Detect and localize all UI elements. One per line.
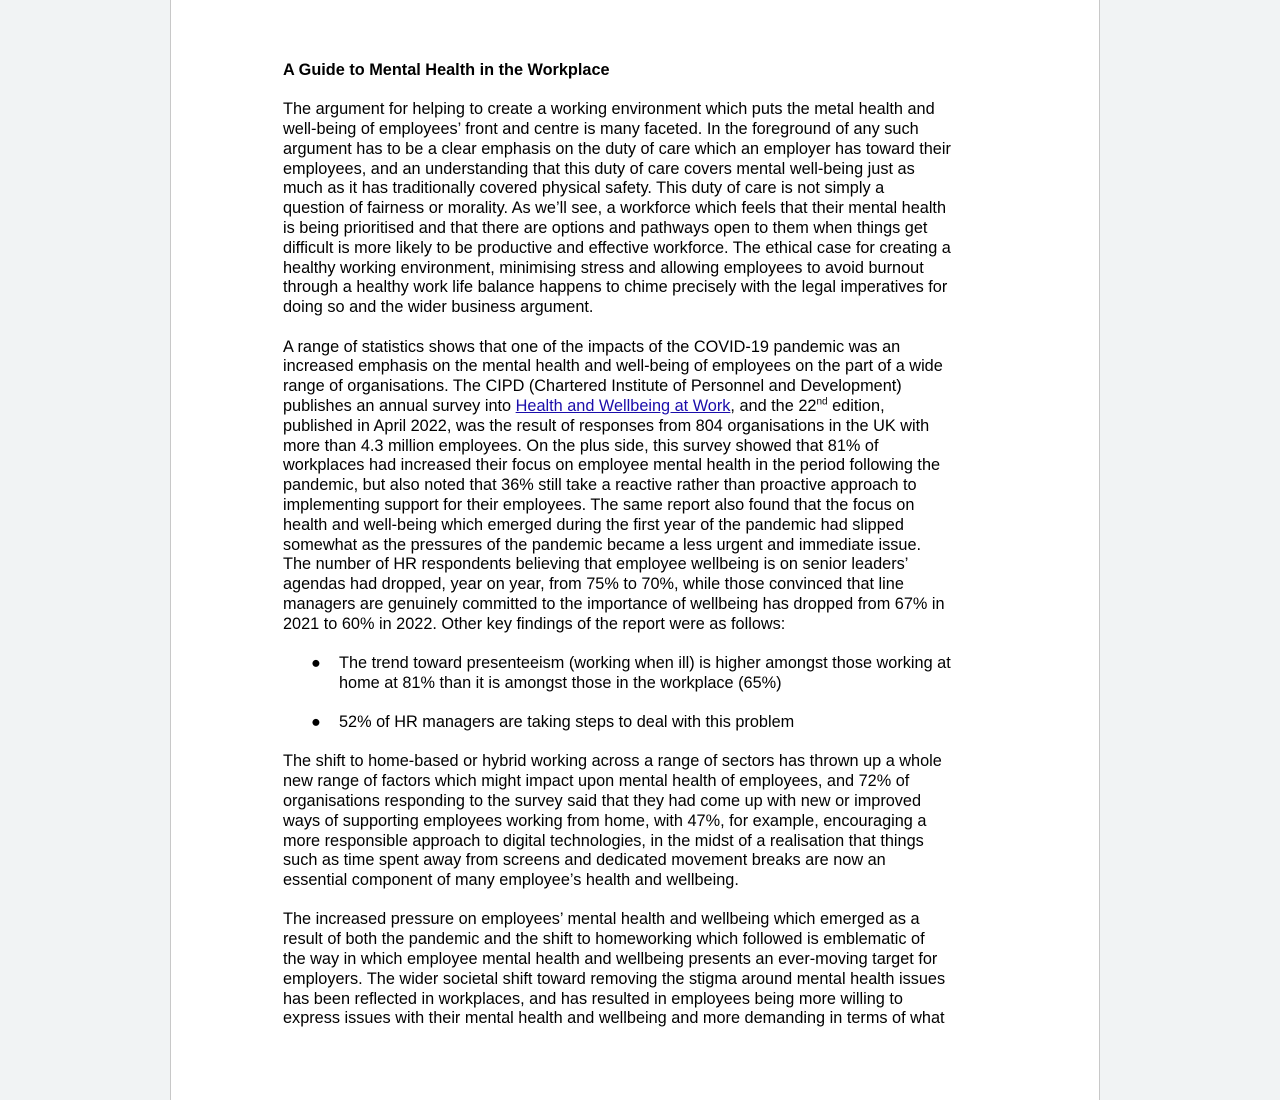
text-line: more responsible approach to digital technologies, in the midst of a realisation that things [283, 831, 924, 850]
text-fragment: publishes an annual survey into [283, 396, 516, 415]
text-line: The argument for helping to create a working environment which puts the metal health and [283, 100, 935, 119]
text-line: workplaces had increased their focus on employee mental health in the period following the [283, 456, 941, 475]
text-line: new range of factors which might impact upon mental health of employees, and 72% of [283, 772, 910, 791]
document-title: A Guide to Mental Health in the Workplace [283, 61, 610, 79]
document-page [170, 0, 1100, 1100]
text-fragment: , and the 22 [730, 396, 817, 415]
text-line: pandemic, but also noted that 36% still take a reactive rather than proactive approach to [283, 476, 917, 495]
text-line: The trend toward presenteeism (working when ill) is higher amongst those working at [339, 654, 951, 673]
ordinal-suffix: nd [816, 396, 828, 408]
text-line: is being prioritised and that there are options and pathways open to them when things get [283, 219, 928, 238]
text-line: health and well-being which emerged during the first year of the pandemic had slipped [283, 515, 904, 534]
text-line: home at 81% than it is amongst those in the workplace (65%) [339, 673, 782, 692]
text-line: through a healthy work life balance happens to chime precisely with the legal imperatives for [283, 278, 948, 297]
text-line: employers. The wider societal shift toward removing the stigma around mental health issues [283, 969, 946, 988]
list-item [283, 713, 995, 733]
list-item [283, 654, 995, 694]
text-line: organisations responding to the survey said that they had come up with new or improved [283, 792, 922, 810]
text-line: result of both the pandemic and the shift to homeworking which followed is emblematic of [283, 930, 925, 949]
text-line: 52% of HR managers are taking steps to deal with this problem [339, 713, 795, 732]
text-line: argument has to be a clear emphasis on the duty of care which an employer has toward their [283, 139, 951, 158]
text-line: managers are genuinely committed to the importance of wellbeing has dropped from 67% in [283, 594, 945, 613]
text-line: ways of supporting employees working from home, with 47%, for example, encouraging a [283, 811, 927, 830]
text-line: difficult is more likely to be productive and effective workforce. The ethical case for creating a [283, 238, 951, 257]
text-line: healthy working environment, minimising stress and allowing employees to avoid burnout [283, 258, 924, 277]
text-line: well-being of employees’ front and centre is many faceted. In the foreground of any such [283, 120, 919, 139]
text-line: range of organisations. The CIPD (Chartered Institute of Personnel and Development) [283, 377, 902, 396]
text-line: the way in which employee mental health and wellbeing presents an ever-moving target for [283, 950, 938, 969]
text-line: somewhat as the pressures of the pandemic became a less urgent and immediate issue. [283, 535, 922, 554]
text-line: The increased pressure on employees’ mental health and wellbeing which emerged as a [283, 910, 920, 929]
text-line: express issues with their mental health and wellbeing and more demanding in terms of what [283, 1009, 945, 1028]
paragraph-2 [283, 338, 995, 635]
paragraph-3 [283, 752, 995, 891]
text-line: published in April 2022, was the result of responses from 804 organisations in the UK with [283, 416, 930, 435]
bullet-list [283, 654, 995, 733]
text-line: 2021 to 60% in 2022. Other key findings of the report were as follows: [283, 614, 786, 633]
paragraph-1 [283, 100, 995, 318]
text-line: has been reflected in workplaces, and has resulted in employees being more willing to [283, 989, 903, 1008]
text-line-with-link [283, 397, 995, 417]
text-line: such as time spent away from screens and dedicated movement breaks are now an [283, 851, 886, 870]
text-line: employees, and an understanding that this duty of care covers mental well-being just as [283, 159, 915, 178]
text-line: A range of statistics shows that one of the impacts of the COVID-19 pandemic was an [283, 337, 901, 356]
text-line: The number of HR respondents believing that employee wellbeing is on senior leaders’ [283, 555, 909, 574]
text-line: implementing support for their employees. The same report also found that the focus on [283, 495, 915, 514]
text-line: increased emphasis on the mental health and well-being of employees on the part of a wide [283, 357, 943, 376]
bullet-icon: ● [311, 654, 321, 673]
text-line: more than 4.3 million employees. On the plus side, this survey showed that 81% of [283, 436, 879, 455]
document-body [283, 61, 995, 1049]
text-line: much as it has traditionally covered physical safety. This duty of care is not simply a [283, 179, 885, 198]
text-line: question of fairness or morality. As we’ll see, a workforce which feels that their mental health [283, 199, 947, 218]
text-line: doing so and the wider business argument. [283, 298, 594, 317]
paragraph-4 [283, 910, 995, 1029]
text-line: The shift to home-based or hybrid working across a range of sectors has thrown up a whole [283, 752, 942, 771]
text-line: essential component of many employee’s health and wellbeing. [283, 871, 739, 890]
bullet-icon: ● [311, 713, 321, 732]
text-fragment: edition, [827, 396, 885, 415]
text-line: agendas had dropped, year on year, from 75% to 70%, while those convinced that line [283, 575, 904, 594]
health-and-wellbeing-link[interactable]: Health and Wellbeing at Work [515, 396, 731, 415]
